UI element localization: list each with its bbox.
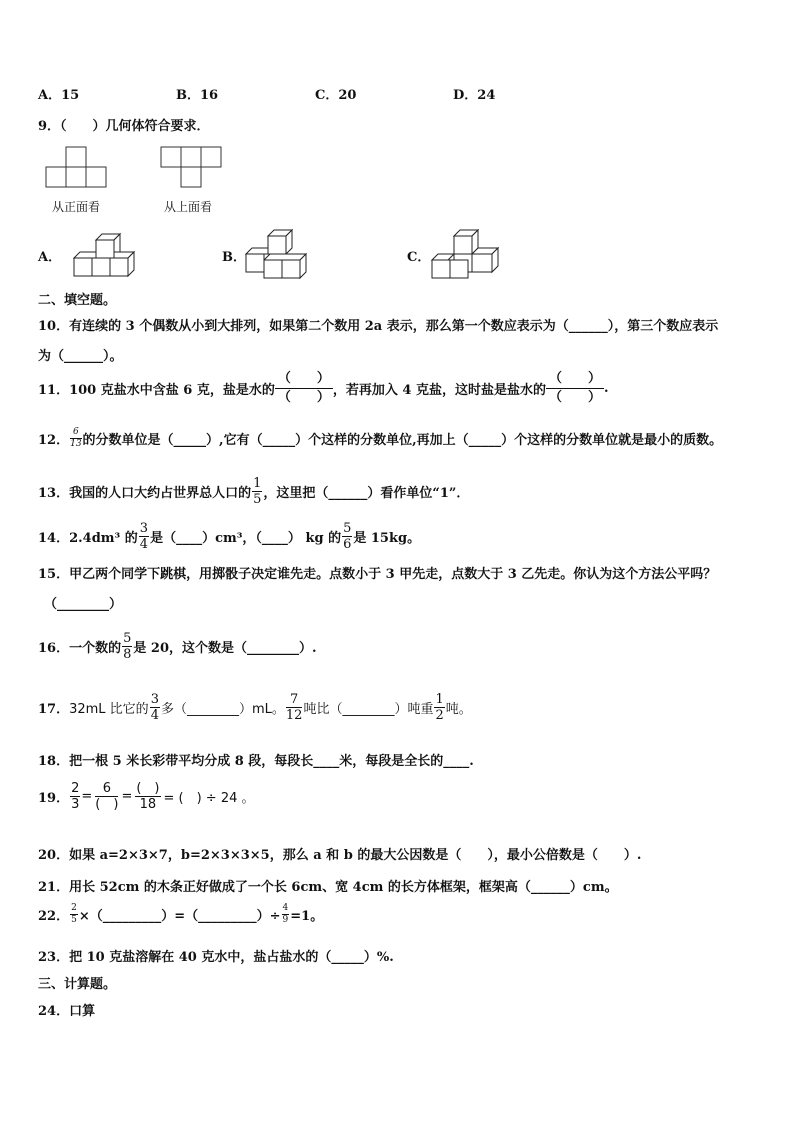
question-16 (38, 632, 317, 661)
question-11 (38, 372, 609, 404)
q12-frac-num: 6 (70, 428, 81, 439)
option-d: D．24 (453, 88, 496, 103)
q22-fraction-2 (282, 904, 290, 925)
q12-text: 的分数单位是（_____）,它有（_____）个这样的分数单位,再加上（_____）个这样的分数单位就是最小的质数。 (82, 433, 723, 448)
q9-option-c-label: C． (407, 250, 431, 265)
question-12 (38, 428, 722, 449)
question-13 (38, 477, 469, 506)
question-14 (38, 522, 420, 551)
q17-frac3-den: 2 (435, 708, 444, 723)
q19-equals-1: = (81, 789, 93, 804)
q17-text-2: 多（________）mL。 (160, 702, 285, 717)
question-15-line2: （________） (44, 597, 123, 612)
question-24: 24．口算 (38, 1004, 96, 1019)
q11-text-2: ，若再加入 4 克盐，这时盐是盐水的 (332, 382, 546, 398)
q22-frac2-num: 4 (282, 903, 289, 913)
q16-fraction (122, 632, 132, 661)
front-view-diagram (46, 146, 108, 188)
q19-number: 19． (38, 791, 70, 806)
q17-frac3-num: 1 (435, 692, 444, 707)
q14-frac2-num: 5 (343, 521, 352, 536)
question-17 (38, 693, 472, 722)
q16-text-1: 16．一个数的 (38, 641, 122, 656)
q14-text-3: 是 15kg。 (353, 531, 421, 546)
q17-frac2-num: 7 (286, 693, 303, 708)
q17-frac1-den: 4 (150, 708, 159, 723)
q22-number: 22． (38, 909, 70, 924)
q17-fraction-2 (286, 693, 303, 722)
q9-option-b-diagram (246, 228, 316, 278)
q12-fraction (70, 428, 81, 449)
question-10-line2: 为（______）。 (38, 349, 123, 364)
q11-blank-fraction-2 (546, 372, 604, 404)
q22-frac1-num: 2 (71, 903, 77, 913)
question-15-line1: 15．甲乙两个同学下跳棋，用掷骰子决定谁先走。点数小于 3 甲先走，点数大于 3 乙先走。你认为这个方法公平吗？ (38, 567, 717, 582)
q17-fraction-1 (150, 693, 160, 722)
q16-frac-den: 8 (123, 647, 132, 662)
q14-frac1-den: 4 (139, 537, 149, 552)
q14-text-1: 14．2.4dm³ 的 (38, 531, 138, 546)
q11-blank-den-1: （ ） (277, 389, 330, 405)
q19-frac1-den: 3 (71, 797, 80, 812)
q17-text-3: 吨比（________）吨重 (303, 702, 434, 717)
top-view-diagram (161, 146, 223, 188)
question-20: 20．如果 a=2×3×7，b=2×3×3×5，那么 a 和 b 的最大公因数是（ ），最小公倍数是（ ）. (38, 848, 642, 863)
q11-blank-num-1: （ ） (275, 372, 333, 389)
option-c: C．20 (315, 88, 357, 103)
q12-frac-den: 13 (70, 439, 82, 449)
q17-frac2-den: 12 (285, 708, 303, 723)
q11-blank-den-2: （ ） (548, 389, 601, 405)
q19-frac3-num: ( ) (136, 781, 160, 796)
q19-equals-2: = (121, 789, 133, 804)
q14-frac1-num: 3 (139, 521, 149, 536)
q14-fraction-1 (139, 522, 149, 551)
q17-frac1-num: 3 (150, 692, 159, 707)
question-9-stem: 9．（ ）几何体符合要求． (38, 119, 210, 134)
q19-fraction-3 (135, 782, 160, 811)
q9-option-a-diagram (74, 232, 146, 278)
q16-text-2: 是 20，这个数是（________）. (133, 641, 317, 656)
question-21: 21．用长 52cm 的木条正好做成了一个长 6cm、宽 4cm 的长方体框架，框架高（______）cm。 (38, 880, 618, 895)
q22-frac1-den: 5 (71, 915, 77, 925)
q13-text-1: 13．我国的人口大约占世界总人口的 (38, 486, 252, 501)
q16-frac-num: 5 (123, 631, 132, 646)
q14-frac2-den: 6 (343, 537, 352, 552)
top-view-caption: 从上面看 (164, 200, 213, 214)
q13-frac-num: 1 (253, 476, 262, 491)
q14-text-2: 是（____）cm³，（____） kg 的 (150, 531, 342, 546)
q13-text-2: ，这里把（______）看作单位“1”． (263, 486, 470, 501)
q11-text-3: . (604, 380, 609, 396)
q19-fraction-1 (70, 782, 80, 811)
q19-fraction-2 (95, 782, 118, 811)
q17-text-1: 32mL 比它的 (69, 702, 149, 717)
question-10-line1: 10．有连续的 3 个偶数从小到大排列，如果第二个数用 2a 表示，那么第一个数应表示为（______），第三个数应表示 (38, 319, 719, 334)
q9-option-c-diagram (432, 228, 502, 278)
q9-option-b-label: B． (222, 250, 246, 265)
q19-frac1-num: 2 (71, 781, 80, 796)
question-22 (38, 904, 323, 925)
q19-frac3-den: 18 (139, 797, 157, 812)
q22-frac2-den: 9 (282, 915, 289, 925)
q12-number: 12． (38, 433, 70, 448)
q22-text-1: ×（_________）=（_________）÷ (78, 909, 281, 924)
q11-blank-num-2: （ ） (546, 372, 604, 389)
q11-blank-fraction-1 (275, 372, 333, 404)
section-3-heading: 三、计算题。 (38, 977, 117, 992)
q17-text-4: 吨。 (445, 702, 472, 717)
front-view-caption: 从正面看 (52, 200, 101, 214)
option-a: A．15 (38, 88, 80, 103)
q22-text-2: =1。 (290, 909, 324, 924)
option-b: B．16 (176, 88, 219, 103)
q13-frac-den: 5 (253, 492, 262, 507)
question-19 (38, 782, 255, 811)
question-23: 23．把 10 克盐溶解在 40 克水中，盐占盐水的（_____）%. (38, 950, 394, 965)
q17-fraction-3 (434, 693, 444, 722)
q17-number: 17． (38, 702, 70, 717)
q11-text-1: 11．100 克盐水中含盐 6 克，盐是水的 (38, 382, 275, 398)
q9-option-a-label: A． (38, 250, 62, 265)
q19-text-end: = ( ) ÷ 24 。 (163, 791, 255, 806)
question-18: 18．把一根 5 米长彩带平均分成 8 段，每段长____米，每段是全长的____. (38, 754, 474, 769)
q14-fraction-2 (342, 522, 352, 551)
section-2-heading: 二、填空题。 (38, 293, 117, 308)
q19-frac2-den: ( ) (95, 797, 119, 812)
q13-fraction (252, 477, 262, 506)
q22-fraction-1 (70, 904, 78, 925)
q19-frac2-num: 6 (95, 782, 118, 797)
